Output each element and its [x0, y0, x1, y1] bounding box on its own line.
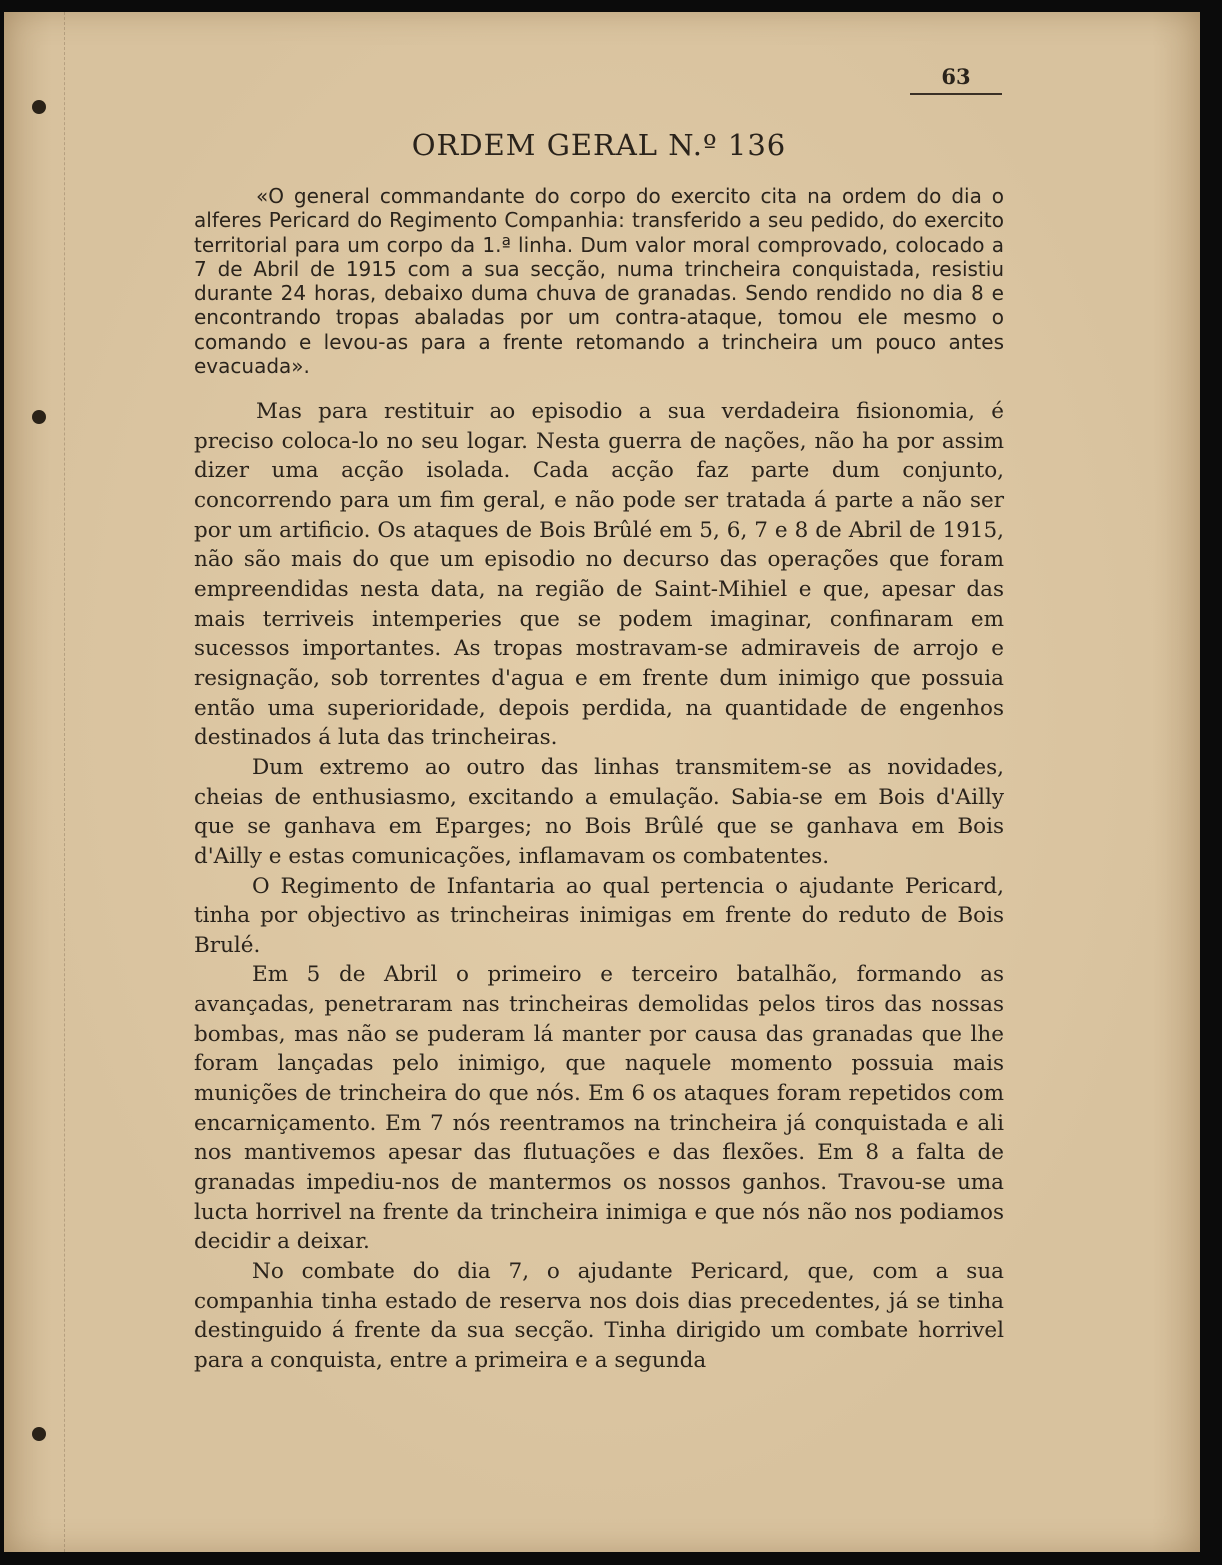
body-text — [194, 397, 1004, 1376]
paragraph: No combate do dia 7, o ajudante Pericard, que, com a sua companhia tinha estado de reserva nos dois dias precedentes, já se tinha destinguido á frente da sua secção. Tinha dirigido um combate horrivel para a conquista, entre a primeira e a segunda — [194, 1259, 1004, 1373]
quoted-citation: «O general commandante do corpo do exercito cita na ordem do dia o alferes Pericard do Regimento Companhia: transferido a seu pedido, do exercito territorial para um corpo da 1.ª linha. Dum valor moral comprovado, colocado a 7 de Abril de 1915 com a sua secção, numa trincheira conquistada, resistiu durante 24 horas, debaixo duma chuva de granadas. Sendo rendido no dia 8 e encontrando tropas abaladas por um contra-ataque, tomou ele mesmo o comando e levou-as para a frente retomando a trincheira um pouco antes evacuada». — [194, 184, 1004, 379]
binding-stitch — [32, 1427, 46, 1441]
paragraph: O Regimento de Infantaria ao qual pertencia o ajudante Pericard, tinha por objectivo as trincheiras inimigas em frente do reduto de Bois Brulé. — [194, 873, 1004, 958]
binding-stitch — [32, 410, 46, 424]
page-binding-edge — [4, 12, 65, 1552]
paragraph: Em 5 de Abril o primeiro e terceiro batalhão, formando as avançadas, penetraram nas trincheiras demolidas pelos tiros das nossas bombas, mas não se puderam lá manter por causa das granadas que lhe foram lançadas pelo inimigo, que naquele momento possuia mais munições de trincheira do que nós. Em 6 os ataques foram repetidos com encarniçamento. Em 7 nós reentramos na trincheira já conquistada e ali nos mantivemos apesar das flutuações e das flexões. Em 8 a falta de granadas impediu-nos de mantermos os nossos ganhos. Travou-se uma lucta horrivel na frente da trincheira inimiga e que nós não nos podiamos decidir a deixar. — [194, 962, 1004, 1255]
page-number: 63 — [910, 64, 1002, 95]
paragraph: Dum extremo ao outro das linhas transmitem-se as novidades, cheias de enthusiasmo, excitando a emulação. Sabia-se em Bois d'Ailly que se ganhava em Eparges; no Bois Brûlé que se ganhava em Bois d'Ailly e estas comunicações, inflamavam os combatentes. — [194, 754, 1004, 869]
paragraph: Mas para restituir ao episodio a sua verdadeira fisionomia, é preciso coloca-lo no seu logar. Nesta guerra de nações, não ha por assim dizer uma acção isolada. Cada acção faz parte dum conjunto, concorrendo para um fim geral, e não pode ser tratada á parte a não ser por um artificio. Os ataques de Bois Brûlé em 5, 6, 7 e 8 de Abril de 1915, não são mais do que um episodio no decurso das operações que foram empreendidas nesta data, na região de Saint-Mihiel e que, apesar das mais terriveis intemperies que se podem imaginar, confinaram em sucessos importantes. As tropas mostravam-se admiraveis de arrojo e resignação, sob torrentes d'agua e em frente dum inimigo que possuia então uma superioridade, depois perdida, na quantidade de engenhos destinados á luta das trincheiras. — [194, 399, 1004, 751]
order-title: ORDEM GERAL N.º 136 — [411, 128, 787, 162]
binding-stitch — [32, 100, 46, 114]
book-page — [4, 12, 1200, 1552]
